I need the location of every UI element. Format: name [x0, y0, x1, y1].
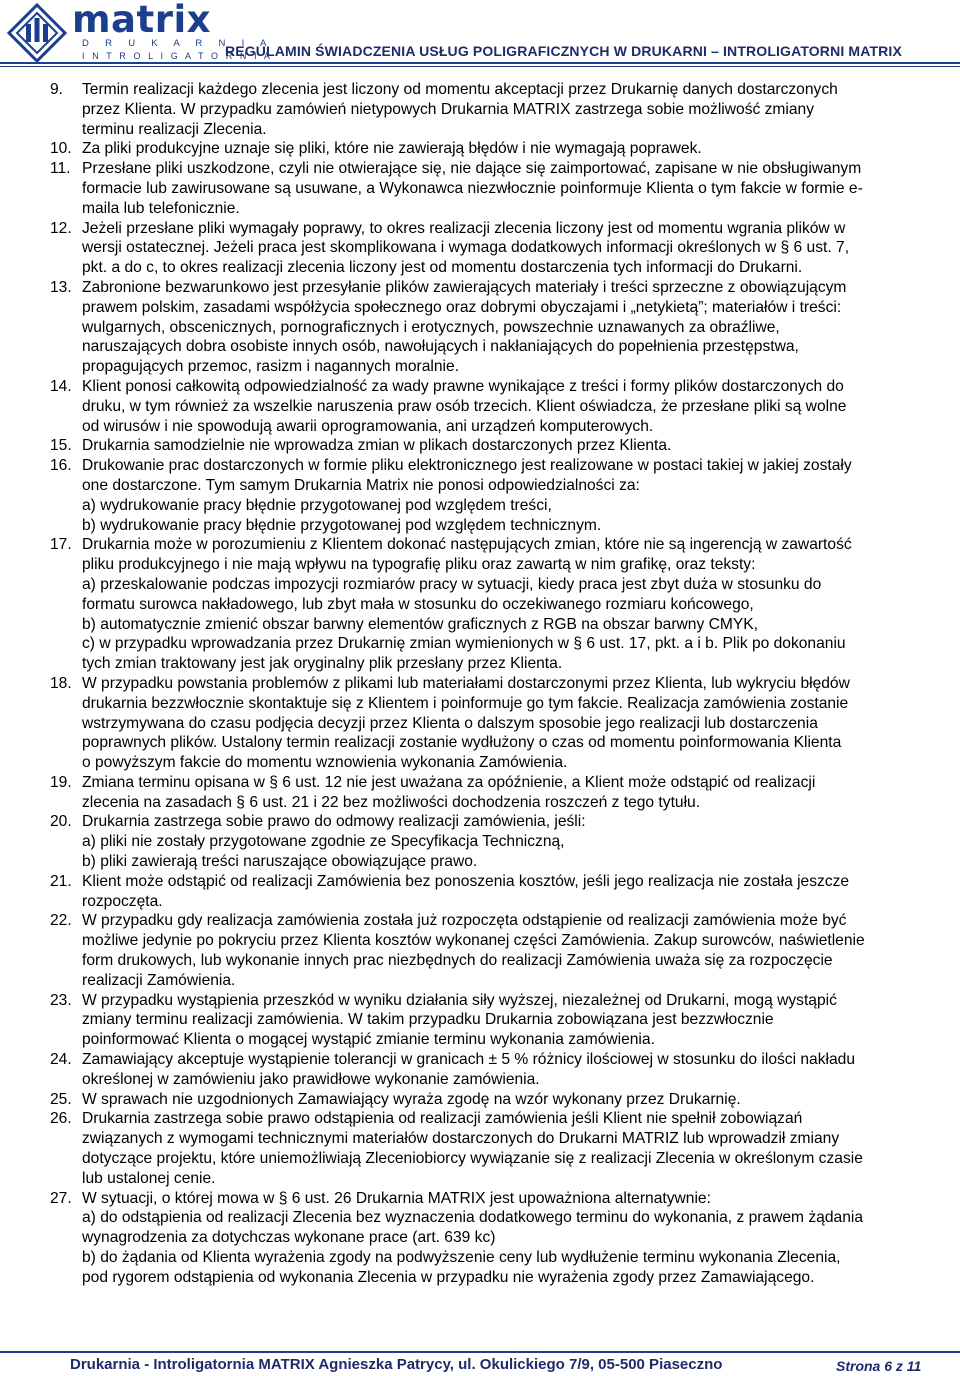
text-line: poinformować Klienta o mogącej wystąpić zmianie terminu wykonania zamówienia.	[82, 1031, 655, 1049]
list-item-number: 9.	[50, 81, 64, 98]
list-item-text	[82, 991, 950, 1050]
list-item	[50, 219, 950, 278]
text-line: b) wydrukowanie pracy błędnie przygotowanej pod względem technicznym.	[82, 516, 602, 534]
text-line: rozpoczęta.	[82, 892, 163, 910]
text-line: druku, w tym również za wszelkie naruszenia praw osób trzecich. Klient oświadcza, że przesłane pliki są wolne	[82, 397, 847, 415]
text-line: a) do odstąpienia od realizacji Zlecenia bez wyznaczenia dodatkowego terminu do wykonania, z prawem żądania	[82, 1209, 864, 1227]
text-line: określonej w zamówieniu jako prawidłowe wykonanie zamówienia.	[82, 1070, 540, 1088]
header-divider	[0, 62, 960, 64]
text-line: Drukowanie prac dostarczonych w formie pliku elektronicznego jest realizowane w postaci takiej w jakiej zostały	[82, 457, 852, 475]
list-item-number: 27.	[50, 1189, 72, 1207]
list-item-number: 12.	[50, 219, 72, 237]
list-item-text	[82, 1189, 950, 1288]
list-item-number: 17.	[50, 536, 72, 554]
list-item-text	[82, 139, 950, 159]
text-line: związanych z wymogami technicznymi materiałów dostarczonych do Drukarni MATRIZ lub wprowadził zmiany	[82, 1130, 840, 1148]
text-line: W sprawach nie uzgodnionych Zamawiający wyraża zgodę na wzór wykonany przez Drukarnię.	[82, 1090, 741, 1108]
text-line: drukarnia bezzwłocznie skontaktuje się z Klientem i poinformuje go tym fakcie. Realizacja zamówienia zostanie	[82, 694, 849, 712]
list-item-text	[82, 1090, 950, 1110]
page-header	[0, 0, 960, 72]
text-line: lub ustalonej cenie.	[82, 1169, 216, 1187]
list-item	[50, 991, 950, 1050]
text-line: formatu surowca nakładowego, lub zbyt mała w stosunku do oczekiwanego rozmiaru końcowego,	[82, 595, 754, 613]
list-item-text	[82, 812, 950, 871]
list-item-number: 15.	[50, 437, 72, 455]
text-line: wynagrodzenia za dotychczas wykonane prace (art. 639 kc)	[82, 1229, 496, 1247]
list-item-text	[82, 911, 950, 990]
list-item-text	[82, 377, 950, 436]
list-item-number: 11.	[50, 160, 71, 178]
header-divider-thin	[0, 66, 960, 67]
text-line: o powyższym fakcie do momentu wznowienia wykonania Zamówienia.	[82, 754, 568, 772]
list-item-number: 18.	[50, 674, 72, 692]
page-number: Strona 6 z 11	[836, 1358, 922, 1374]
list-item	[50, 139, 950, 159]
list-item	[50, 436, 950, 456]
logo-subtitle-line1: D R U K A R N I A	[82, 38, 274, 49]
text-line: b) automatycznie zmienić obszar barwny elementów graficznych z RGB na obszar barwny CMYK,	[82, 615, 758, 633]
matrix-logo-icon	[6, 2, 68, 64]
text-line: Drukarnia zastrzega sobie prawo do odmowy realizacji zamówienia, jeśli:	[82, 813, 586, 831]
list-item	[50, 872, 950, 912]
text-line: Zamawiający akceptuje wystąpienie tolerancji w granicach ± 5 % różnicy ilościowej w stosunku do ilości nakładu	[82, 1051, 856, 1069]
list-item	[50, 159, 950, 218]
text-line: a) wydrukowanie pracy błędnie przygotowanej pod względem treści,	[82, 496, 552, 514]
list-item-text	[82, 535, 950, 674]
list-item-number: 16.	[50, 457, 72, 475]
matrix-logo	[6, 0, 274, 66]
text-line: a) przeskalowanie podczas impozycji rozmiarów pracy w sytuacji, kiedy praca jest zbyt duża w stosunku do	[82, 575, 822, 593]
text-line: b) do żądania od Klienta wyrażenia zgody na podwyższenie ceny lub wydłużenie terminu wykonania Zlecenia,	[82, 1249, 841, 1267]
list-item	[50, 773, 950, 813]
text-line: Za pliki produkcyjne uznaje się pliki, które nie zawierają błędów i nie wymagają poprawek.	[82, 140, 702, 158]
text-line: b) pliki zawierają treści naruszające obowiązujące prawo.	[82, 853, 478, 871]
list-item-text	[82, 436, 950, 456]
text-line: W przypadku gdy realizacja zamówienia została już rozpoczęta odstąpienie od realizacji zamówienia może być	[82, 912, 847, 930]
text-line: prawem polskim, zasadami współżycia społecznego oraz dobrymi obyczajami i „netykietą”; materiałów i treści:	[82, 298, 842, 316]
list-item-text	[82, 278, 950, 377]
text-line: wersji ostatecznej. Jeżeli praca jest skomplikowana i wymaga dodatkowych informacji określonych w § 6 ust. 7,	[82, 239, 850, 257]
text-line: realizacji Zamówienia.	[82, 971, 236, 989]
list-item	[50, 812, 950, 871]
list-item	[50, 1189, 950, 1288]
text-line: maila lub telefonicznie.	[82, 199, 240, 217]
text-line: pkt. a do c, to okres realizacji zlecenia liczony jest od momentu dostarczenia tych informacji do Drukarni.	[82, 259, 803, 277]
text-line: możliwe jedynie po pokryciu przez Klienta kosztów wykonanej części Zamówienia. Zakup surowców, naświetlenie	[82, 932, 865, 950]
text-line: Klient może odstąpić od realizacji Zamówienia bez ponoszenia kosztów, jeśli jego realizacja nie została jeszcze	[82, 872, 850, 890]
footer-divider	[0, 1351, 960, 1353]
list-item	[50, 456, 950, 535]
list-item-text	[82, 219, 950, 278]
document-title: REGULAMIN ŚWIADCZENIA USŁUG POLIGRAFICZNYCH W DRUKARNI – INTROLIGATORNI MATRIX	[225, 43, 902, 59]
list-item-number: 26.	[50, 1110, 72, 1128]
text-line: naruszających dobra osobiste innych osób, nawołujących i nakłaniających do popełnienia przestępstwa,	[82, 338, 799, 356]
text-line: Zabronione bezwarunkowo jest przesyłanie plików zawierających materiały i treści sprzeczne z obowiązującym	[82, 278, 847, 296]
text-line: Drukarnia zastrzega sobie prawo odstąpienia od realizacji zamówienia jeśli Klient nie spełnił zobowiązań	[82, 1110, 803, 1128]
text-line: propagujących przemoc, rasizm i nagannych moralnie.	[82, 358, 460, 376]
text-line: W przypadku wystąpienia przeszkód w wyniku działania siły wyższej, niezależnej od Drukarni, mogą wystąpić	[82, 991, 837, 1009]
text-line: formacie lub zawirusowane są usuwane, a Wykonawca niezwłocznie poinformuje Klienta o tym fakcie w formie e-	[82, 179, 863, 197]
text-line: Jeżeli przesłane pliki wymagały poprawy, to okres realizacji zlecenia liczony jest od momentu wgrania plików w	[82, 219, 846, 237]
text-line: dotyczące projektu, które uniemożliwiają Zleceniobiorcy wywiązanie się z realizacji Zlecenia w określonym czasie	[82, 1150, 863, 1168]
text-line: terminu realizacji Zlecenia.	[82, 120, 267, 138]
list-item	[50, 911, 950, 990]
list-item-text	[82, 1050, 950, 1090]
list-item-text	[82, 1109, 950, 1188]
footer-address: Drukarnia - Introligatornia MATRIX Agnieszka Patrycy, ul. Okulickiego 7/9, 05-500 Piaseczno	[70, 1356, 723, 1373]
text-line: Drukarnia samodzielnie nie wprowadza zmian w plikach dostarczonych przez Klienta.	[82, 437, 672, 455]
text-line: zmiany terminu realizacji zamówienia. W takim przypadku Drukarnia zobowiązana jest bezzwłocznie	[82, 1011, 774, 1029]
list-item-number: 23.	[50, 991, 72, 1009]
text-line: Termin realizacji każdego zlecenia jest liczony od momentu akceptacji przez Drukarnię danych dostarczonych	[82, 81, 838, 98]
list-item-text	[82, 159, 950, 218]
list-item-number: 19.	[50, 773, 72, 791]
text-line: a) pliki nie zostały przygotowane zgodnie ze Specyfikacja Techniczną,	[82, 833, 565, 851]
list-item-number: 20.	[50, 813, 72, 831]
list-item	[50, 80, 950, 139]
list-item	[50, 1109, 950, 1188]
list-item	[50, 535, 950, 674]
text-line: wulgarnych, obscenicznych, pornograficznych i erotycznych, powszechnie uznawanych za obraźliwe,	[82, 318, 780, 336]
text-line: wstrzymywana do czasu podjęcia decyzji przez Klienta o dalszym sposobie jego realizacji lub dostarczenia	[82, 714, 818, 732]
list-item-number: 21.	[50, 872, 72, 890]
text-line: Drukarnia może w porozumieniu z Klientem dokonać następujących zmian, które nie są ingerencją w zawartość	[82, 536, 852, 554]
logo-subtitle-line2: I N T R O L I G A T O R N I A	[82, 51, 273, 61]
text-line: pliku produkcyjnego i nie mają wpływu na typografię pliku oraz zawartą w nim grafikę, oraz teksty:	[82, 556, 756, 574]
list-item-number: 14.	[50, 377, 72, 395]
list-item-text	[82, 674, 950, 773]
text-line: W przypadku powstania problemów z plikami lub materiałami dostarczonymi przez Klienta, lub wykryciu błędów	[82, 674, 850, 692]
list-item-text	[82, 872, 950, 912]
list-item-text	[82, 80, 950, 139]
list-item	[50, 278, 950, 377]
text-line: pod rygorem odstąpienia od wykonania Zlecenia w przypadku nie wyrażenia zgody przez Zamawiającego.	[82, 1268, 815, 1286]
logo-wordmark: matrix	[72, 0, 212, 41]
text-line: poprawnych plików. Ustalony termin realizacji zostanie wydłużony o czas od momentu poinformowania Klienta	[82, 734, 842, 752]
text-line: od wirusów i nie spowodują awarii oprogramowania, ani urządzeń komputerowych.	[82, 417, 654, 435]
regulations-list	[50, 80, 950, 1288]
text-line: tych zmian traktowany jest jak oryginalny plik przesłany przez Klienta.	[82, 655, 563, 673]
list-item	[50, 1090, 950, 1110]
list-item-number: 22.	[50, 912, 72, 930]
list-item	[50, 377, 950, 436]
text-line: one dostarczone. Tym samym Drukarnia Matrix nie ponosi odpowiedzialności za:	[82, 476, 640, 494]
list-item	[50, 1050, 950, 1090]
list-item-text	[82, 773, 950, 813]
list-item	[50, 674, 950, 773]
text-line: Przesłane pliki uszkodzone, czyli nie otwierające się, nie dające się zaimportować, zapisane w nie obsługiwanym	[82, 160, 862, 178]
list-item-number: 24.	[50, 1051, 72, 1069]
text-line: form drukowych, lub wykonanie innych prac niezbędnych do realizacji Zamówienia uważa się za rozpoczęcie	[82, 952, 833, 970]
text-line: zlecenia na zasadach § 6 ust. 21 i 22 bez możliwości dochodzenia roszczeń z tego tytułu.	[82, 793, 701, 811]
text-line: przez Klienta. W przypadku zamówień nietypowych Drukarnia MATRIX zastrzega sobie możliwość zmiany	[82, 100, 815, 118]
list-item-number: 13.	[50, 278, 72, 296]
text-line: Zmiana terminu opisana w § 6 ust. 12 nie jest uważana za opóźnienie, a Klient może odstąpić od realizacji	[82, 773, 816, 791]
list-item-text	[82, 456, 950, 535]
list-item-number: 10.	[50, 140, 72, 158]
text-line: Klient ponosi całkowitą odpowiedzialność za wady prawne wynikające z treści i formy plików dostarczonych do	[82, 377, 844, 395]
text-line: c) w przypadku wprowadzania przez Drukarnię zmian wymienionych w § 6 ust. 17, pkt. a i b. Plik po dokonaniu	[82, 635, 846, 653]
list-item-number: 25.	[50, 1090, 72, 1108]
text-line: W sytuacji, o której mowa w § 6 ust. 26 Drukarnia MATRIX jest upoważniona alternatywnie:	[82, 1189, 711, 1207]
